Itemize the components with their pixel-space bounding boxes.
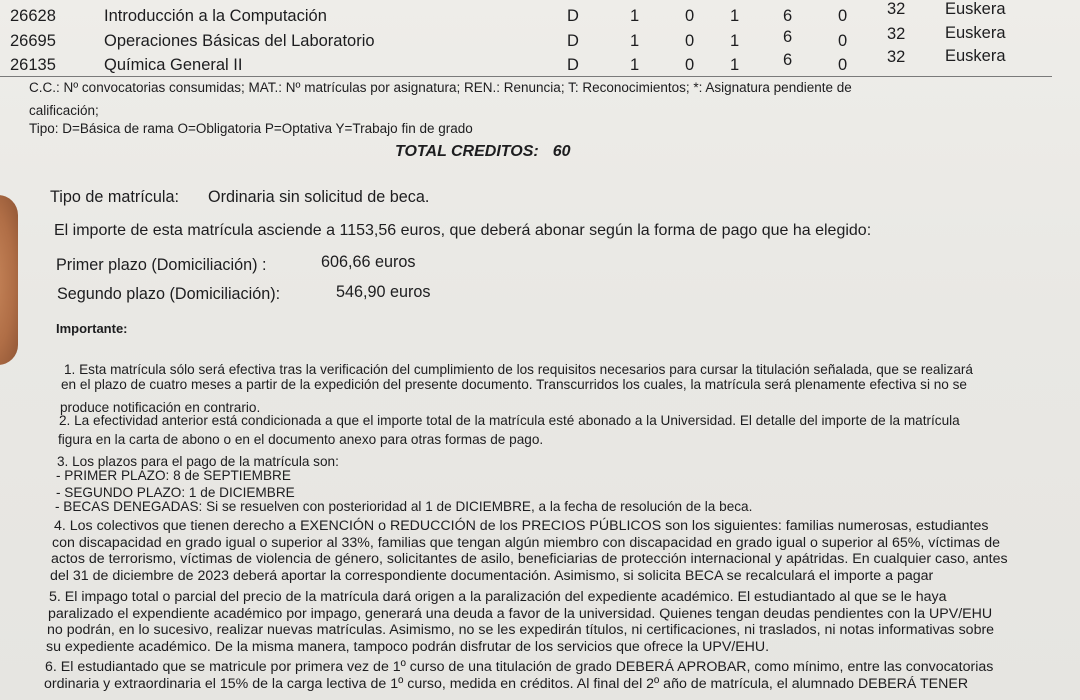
matricula-type-value: Ordinaria sin solicitud de beca. <box>208 188 430 206</box>
course-col-5: 0 <box>838 32 848 50</box>
legend-line-2: calificación; <box>29 103 99 118</box>
course-code: 26628 <box>10 7 56 25</box>
note-line: 4. Los colectivos que tienen derecho a EXENCIÓN o REDUCCIÓN de los PRECIOS PÚBLICOS son los siguientes: familias numerosas, estudiantes <box>54 518 989 534</box>
total-credits <box>395 143 571 161</box>
note-line: paralizado el expendiente académico por impago, generará una deuda a favor de la universidad. Quienes tengan deudas pendientes con la UPV/EHU <box>48 606 993 622</box>
note-line: actos de terrorismo, víctimas de violencia de género, solicitantes de asilo, beneficiarias de protección internacional y apátridas. En cualquier caso, antes <box>51 551 1008 567</box>
note-line: - BECAS DENEGADAS: Si se resuelven con posterioridad al 1 de DICIEMBRE, a la fecha de resolución de la beca. <box>55 499 753 514</box>
matricula-type-label: Tipo de matrícula: <box>50 188 179 206</box>
course-code: 26135 <box>10 56 56 74</box>
course-language: Euskera <box>945 0 1006 18</box>
course-col-2: 0 <box>685 56 695 74</box>
note-line: 2. La efectividad anterior está condicionada a que el importe total de la matrícula esté abonado a la Universidad. El detalle del importe de la matrícula <box>59 413 960 428</box>
note-line: - SEGUNDO PLAZO: 1 de DICIEMBRE <box>56 485 295 500</box>
legend-line-1: C.C.: Nº convocatorias consumidas; MAT.: Nº matrículas por asignatura; REN.: Renuncia; T: Reconocimientos; *: Asignatura pendiente de <box>29 80 852 95</box>
course-col-6: 32 <box>887 25 906 43</box>
course-name: Química General II <box>104 56 243 74</box>
course-col-4: 6 <box>783 7 793 25</box>
course-col-5: 0 <box>838 7 848 25</box>
legend-line-3: Tipo: D=Básica de rama O=Obligatoria P=Optativa Y=Trabajo fin de grado <box>29 121 473 136</box>
note-line: su expediente académico. De la misma manera, tampoco podrán disfrutar de los servicios que ofrece la UPV/EHU. <box>46 639 770 655</box>
table-row <box>0 0 1080 31</box>
course-col-5: 0 <box>838 56 848 74</box>
plazo1-label: Primer plazo (Domiciliación) : <box>56 256 267 274</box>
course-col-1: 1 <box>630 32 640 50</box>
total-credits-value: 60 <box>552 143 571 160</box>
table-row <box>0 24 1080 56</box>
course-col-4: 6 <box>783 51 793 69</box>
note-line: 3. Los plazos para el pago de la matrícula son: <box>57 454 339 469</box>
course-name: Operaciones Básicas del Laboratorio <box>104 32 375 50</box>
course-col-3: 1 <box>730 7 740 25</box>
course-col-6: 32 <box>887 48 906 66</box>
note-line: del 31 de diciembre de 2023 deberá aportar la correspondiente documentación. Asimismo, si solicita BECA se recalculará el importe a pagar <box>50 568 934 584</box>
note-line: en el plazo de cuatro meses a partir de la expedición del presente documento. Transcurridos los cuales, la matrícula será plenamente efectiva si no se <box>61 377 967 392</box>
course-col-6: 32 <box>887 0 906 18</box>
note-line: - PRIMER PLAZO: 8 de SEPTIEMBRE <box>56 468 291 483</box>
importe-text: El importe de esta matrícula asciende a 1153,56 euros, que deberá abonar según la forma de pago que ha elegido: <box>54 222 872 239</box>
course-tipo: D <box>567 32 579 50</box>
plazo2-value: 546,90 euros <box>336 283 431 301</box>
note-line: ordinaria y extraordinaria el 15% de la carga lectiva de 1º curso, medida en créditos. Al final del 2º año de matrícula, el alumnado DEBERÁ TENER <box>44 676 969 692</box>
course-col-2: 0 <box>685 7 695 25</box>
course-col-3: 1 <box>730 32 740 50</box>
course-col-2: 0 <box>685 32 695 50</box>
note-line: 5. El impago total o parcial del precio de la matrícula dará origen a la paralización del expediente académico. El estudiantado al que se le haya <box>49 589 947 605</box>
note-line: figura en la carta de abono o en el documento anexo para otras formas de pago. <box>58 432 544 447</box>
plazo2-label: Segundo plazo (Domiciliación): <box>57 285 281 303</box>
course-tipo: D <box>567 56 579 74</box>
important-heading: Importante: <box>56 321 128 336</box>
plazo1-value: 606,66 euros <box>321 253 416 271</box>
total-credits-label: TOTAL CREDITOS: <box>395 143 539 160</box>
course-name: Introducción a la Computación <box>104 7 327 25</box>
course-col-1: 1 <box>630 7 640 25</box>
course-language: Euskera <box>945 24 1006 42</box>
course-col-4: 6 <box>783 28 793 46</box>
course-code: 26695 <box>10 32 56 50</box>
finger-thumb <box>0 195 18 365</box>
course-col-1: 1 <box>630 56 640 74</box>
note-line: 6. El estudiantado que se matricule por primera vez de 1º curso de una titulación de grado DEBERÁ APROBAR, como mínimo, entre las convocatorias <box>45 659 994 675</box>
course-tipo: D <box>567 7 579 25</box>
note-line: 1. Esta matrícula sólo será efectiva tras la verificación del cumplimiento de los requisitos necesarios para cursar la titulación señalada, que se realizará <box>64 362 973 377</box>
note-line: no podrán, en lo sucesivo, realizar nuevas matrículas. Asimismo, no se les expedirán títulos, ni certificaciones, ni traslados, ni notas informativas sobre <box>47 622 995 638</box>
table-divider <box>0 76 1052 77</box>
course-col-3: 1 <box>730 56 740 74</box>
note-line: produce notificación en contrario. <box>60 400 261 415</box>
note-line: con discapacidad en grado igual o superior al 33%, familias que tengan algún miembro con discapacidad en grado igual o superior al 65%, víctimas de <box>52 535 1000 551</box>
course-language: Euskera <box>945 47 1006 65</box>
